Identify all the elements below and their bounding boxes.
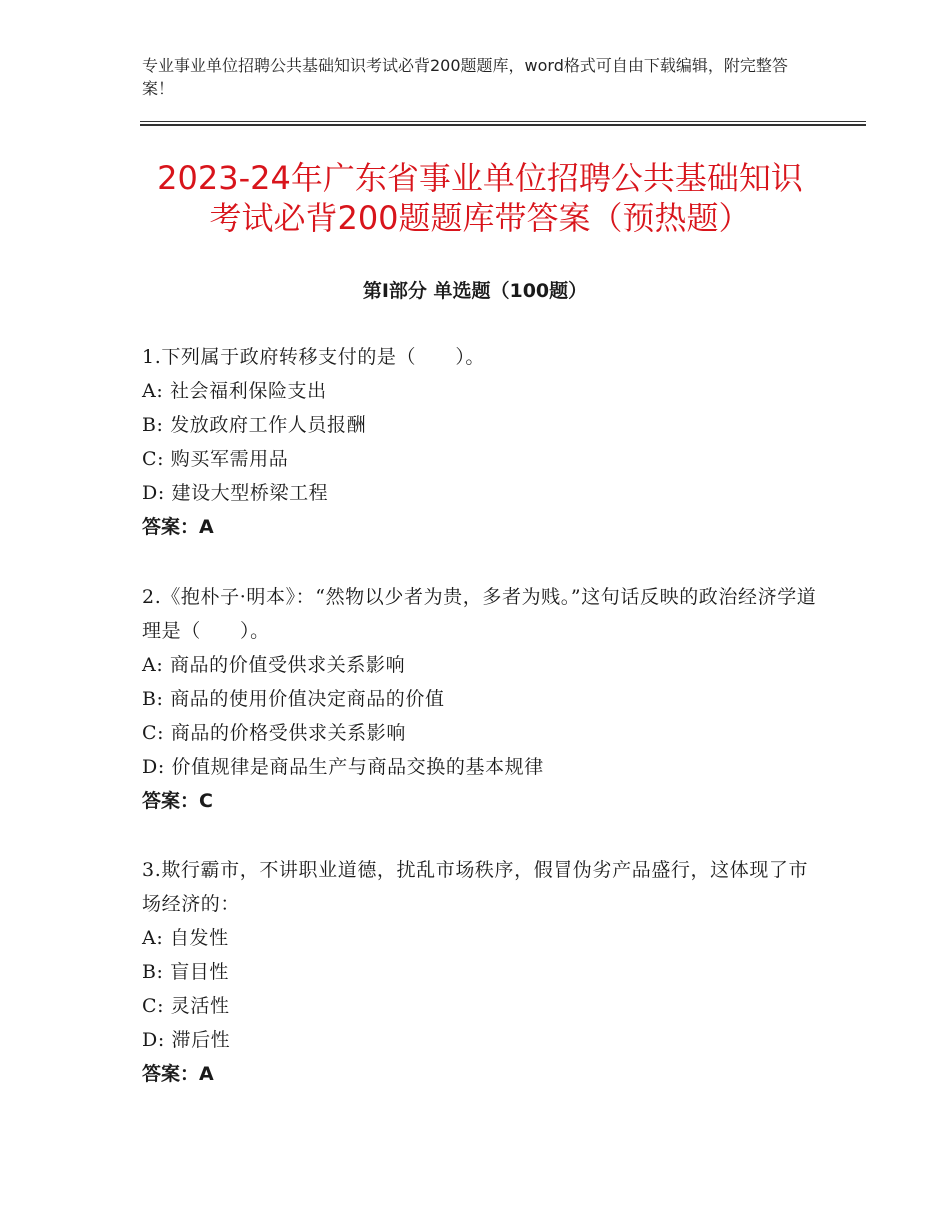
question-stem: 1.下列属于政府转移支付的是（ ）。 bbox=[142, 346, 486, 368]
answer: 答案：A bbox=[142, 516, 214, 538]
option-a: A: 社会福利保险支出 bbox=[142, 380, 327, 402]
question-stem: 2.《抱朴子·明本》：“然物以少者为贵，多者为贱。”这句话反映的政治经济学道理是（ ）。 bbox=[142, 586, 817, 642]
option-d: D: 滞后性 bbox=[142, 1029, 231, 1051]
option-c: C: 灵活性 bbox=[142, 995, 230, 1017]
option-b: B: 盲目性 bbox=[142, 961, 230, 983]
option-b: B: 发放政府工作人员报酬 bbox=[142, 414, 367, 436]
option-a: A: 自发性 bbox=[142, 927, 229, 949]
question-3 bbox=[142, 853, 822, 1091]
answer: 答案：A bbox=[142, 1063, 214, 1085]
question-stem: 3.欺行霸市，不讲职业道德，扰乱市场秩序，假冒伪劣产品盛行，这体现了市场经济的： bbox=[142, 859, 809, 915]
option-b: B: 商品的使用价值决定商品的价值 bbox=[142, 688, 445, 710]
header-divider-thick bbox=[140, 124, 866, 126]
document-title: 2023-24年广东省事业单位招聘公共基础知识考试必背200题题库带答案（预热题） bbox=[157, 159, 803, 237]
header-note: 专业事业单位招聘公共基础知识考试必背200题题库，word格式可自由下载编辑，附完整答案！ bbox=[142, 56, 788, 98]
option-a: A: 商品的价值受供求关系影响 bbox=[142, 654, 406, 676]
option-d: D: 建设大型桥梁工程 bbox=[142, 482, 329, 504]
option-c: C: 商品的价格受供求关系影响 bbox=[142, 722, 406, 744]
section-title: 第Ⅰ部分 单选题（100题） bbox=[362, 280, 588, 302]
question-1 bbox=[142, 340, 822, 544]
header-divider-thin bbox=[140, 121, 866, 122]
question-2 bbox=[142, 580, 822, 818]
option-c: C: 购买军需用品 bbox=[142, 448, 289, 470]
answer: 答案：C bbox=[142, 790, 213, 812]
option-d: D: 价值规律是商品生产与商品交换的基本规律 bbox=[142, 756, 544, 778]
